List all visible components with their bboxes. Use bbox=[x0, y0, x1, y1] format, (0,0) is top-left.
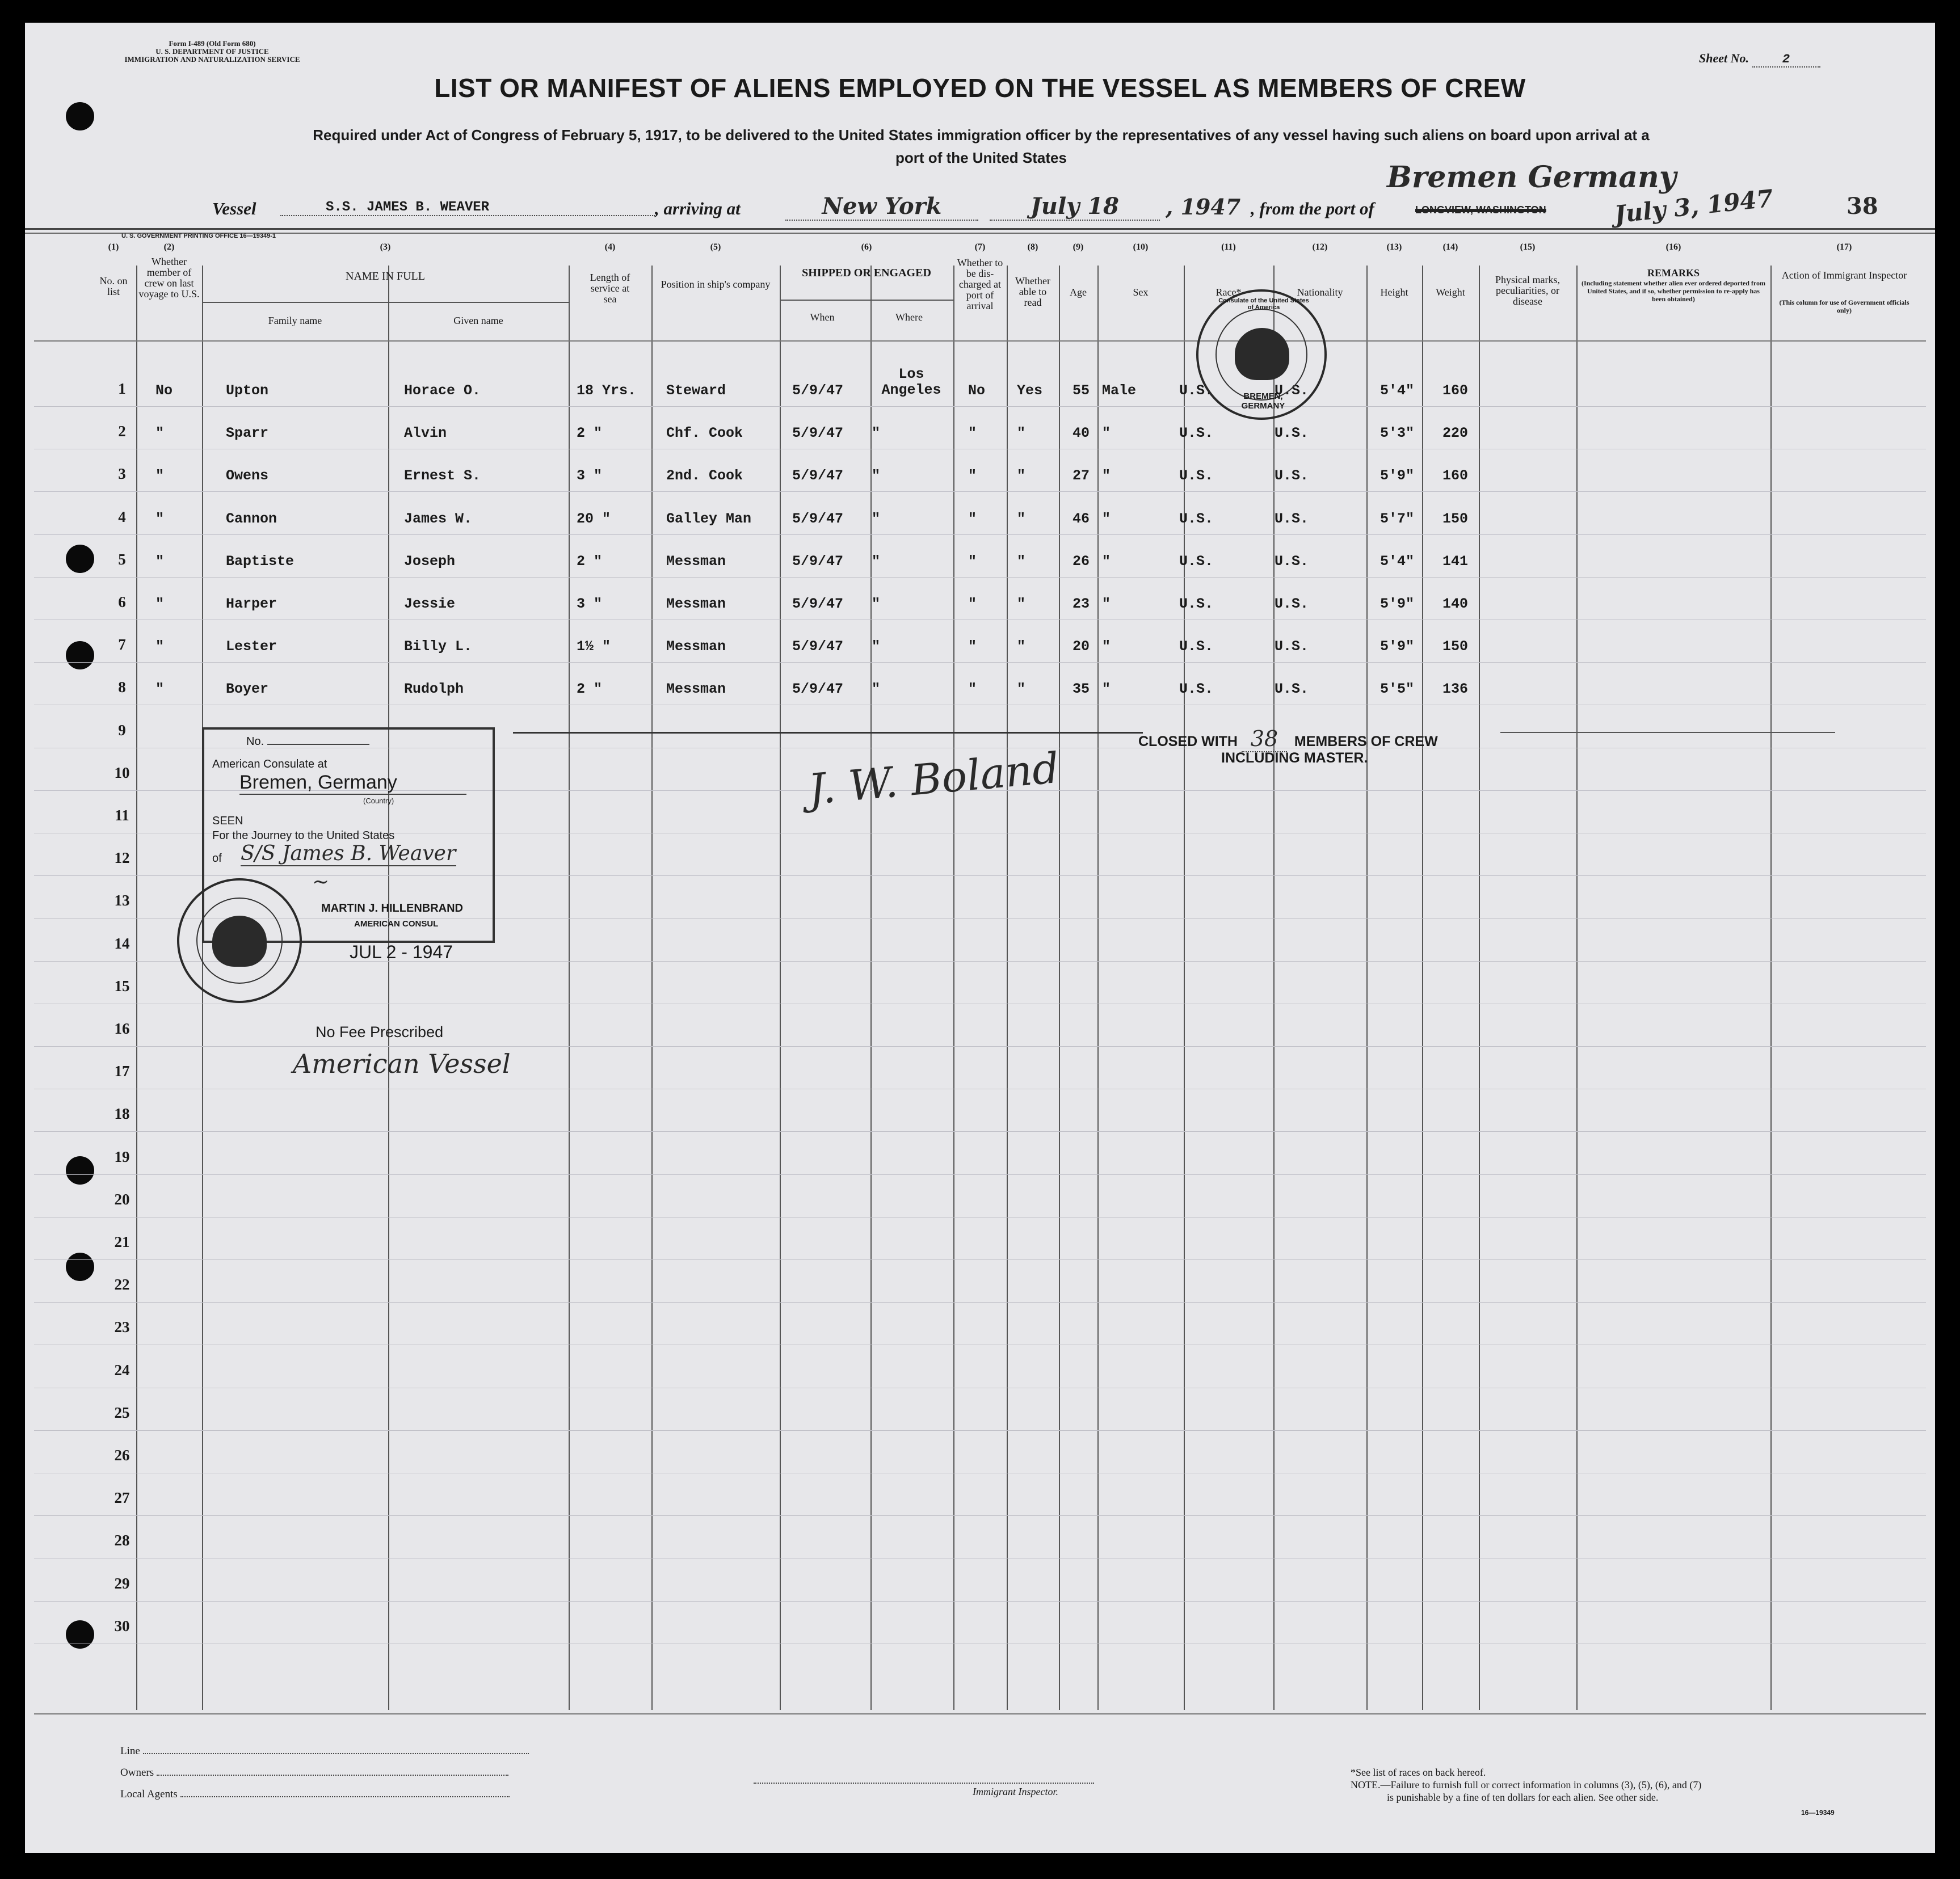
cell-service: 20 " bbox=[577, 510, 611, 527]
row-number: 29 bbox=[114, 1574, 130, 1592]
from-label: , from the port of bbox=[1251, 199, 1374, 218]
stamp-seen: SEEN bbox=[212, 815, 243, 827]
col3-subrule bbox=[202, 302, 569, 303]
cell-given: Rudolph bbox=[404, 681, 464, 698]
cell-weight: 160 bbox=[1442, 467, 1469, 485]
column-divider bbox=[651, 266, 653, 1710]
cell-family: Upton bbox=[226, 382, 269, 399]
cell-family: Baptiste bbox=[226, 553, 295, 570]
cell-last-voyage: " bbox=[155, 553, 165, 570]
punch-hole bbox=[66, 1156, 94, 1185]
cell-weight: 136 bbox=[1442, 681, 1469, 698]
stamp-consul-name: MARTIN J. HILLENBRAND bbox=[321, 902, 463, 915]
col6a-header: When bbox=[810, 311, 835, 323]
cell-age: 40 bbox=[1072, 425, 1090, 442]
cell-when: 5/9/47 bbox=[792, 467, 844, 485]
arrival-date: July 18 bbox=[990, 193, 1160, 221]
header-bottom-rule bbox=[34, 340, 1926, 342]
row-rule bbox=[34, 1515, 1926, 1516]
column-divider bbox=[780, 266, 781, 1710]
inspector-label: Immigrant Inspector. bbox=[973, 1786, 1058, 1797]
fine-note-line1: NOTE.—Failure to furnish full or correct information in columns (3), (5), (6), and (7) bbox=[1351, 1779, 1702, 1790]
cell-race: U.S. bbox=[1179, 638, 1214, 655]
seal-outer-text: Consulate of the United States of America bbox=[1218, 297, 1309, 311]
punch-hole bbox=[66, 1253, 94, 1281]
cell-age: 23 bbox=[1072, 596, 1090, 612]
col16-note: (Including statement whether alien ever ordered deported from United States, and if so, whether permission to re-apply has been obtained) bbox=[1581, 279, 1766, 303]
col17-note: (This column for use of Government officials only) bbox=[1779, 298, 1909, 314]
vessel-line bbox=[212, 160, 1892, 229]
cell-sex: " bbox=[1102, 638, 1111, 655]
cell-read: " bbox=[1017, 596, 1026, 612]
row-number: 17 bbox=[114, 1063, 130, 1080]
races-note: *See list of races on back hereof. bbox=[1351, 1767, 1486, 1778]
column-divider bbox=[1479, 266, 1480, 1710]
col4-number: (4) bbox=[604, 242, 616, 252]
cell-discharged: " bbox=[968, 553, 977, 570]
closing-rule-left bbox=[513, 732, 1143, 734]
arrival-year: , 1947 bbox=[1166, 194, 1241, 220]
col8-number: (8) bbox=[1027, 242, 1038, 252]
col9-header: Age bbox=[1070, 287, 1087, 298]
cell-weight: 150 bbox=[1442, 510, 1469, 527]
col11-number: (11) bbox=[1221, 242, 1236, 252]
cell-service: 2 " bbox=[577, 681, 603, 698]
fine-note-line2: is punishable by a fine of ten dollars for each alien. See other side. bbox=[1387, 1792, 1659, 1803]
cell-family: Cannon bbox=[226, 510, 277, 527]
cell-position: Chf. Cook bbox=[666, 425, 743, 442]
cell-discharged: " bbox=[968, 681, 977, 698]
row-number: 20 bbox=[114, 1190, 130, 1208]
row-rule bbox=[34, 1131, 1926, 1132]
column-divider bbox=[953, 266, 954, 1710]
eagle-icon bbox=[1235, 328, 1289, 380]
row-rule bbox=[34, 491, 1926, 492]
cell-weight: 141 bbox=[1442, 553, 1469, 570]
departure-date: July 3, 1947 bbox=[1613, 184, 1774, 229]
footer-owners-label: Owners bbox=[120, 1767, 154, 1779]
row-number: 8 bbox=[118, 679, 126, 696]
footer-agents-label: Local Agents bbox=[120, 1788, 178, 1800]
col16-number: (16) bbox=[1665, 242, 1681, 252]
col12-number: (12) bbox=[1312, 242, 1328, 252]
cell-given: Horace O. bbox=[404, 382, 481, 399]
row-number: 1 bbox=[118, 380, 126, 397]
cell-discharged: " bbox=[968, 596, 977, 612]
col5-header: Position in ship's company bbox=[661, 279, 771, 290]
cell-given: Jessie bbox=[404, 596, 456, 612]
punch-hole bbox=[66, 102, 94, 130]
cell-when: 5/9/47 bbox=[792, 596, 844, 612]
punch-hole bbox=[66, 545, 94, 573]
cell-when: 5/9/47 bbox=[792, 510, 844, 527]
cell-position: Galley Man bbox=[666, 510, 752, 527]
col8-header: Whether able to read bbox=[1015, 275, 1050, 308]
col6-subrule bbox=[780, 300, 953, 301]
column-divider bbox=[1366, 266, 1368, 1710]
row-rule bbox=[34, 577, 1926, 578]
departure-port: Bremen Germany bbox=[1387, 160, 1677, 195]
stamp-city: Bremen, Germany bbox=[239, 772, 466, 795]
cell-read: " bbox=[1017, 510, 1026, 527]
col1-number: (1) bbox=[108, 242, 119, 252]
cell-age: 26 bbox=[1072, 553, 1090, 570]
cell-discharged: " bbox=[968, 638, 977, 655]
cell-last-voyage: No bbox=[155, 382, 173, 399]
cell-where: " bbox=[872, 510, 881, 527]
row-number: 28 bbox=[114, 1532, 130, 1549]
row-number: 22 bbox=[114, 1276, 130, 1294]
cell-read: " bbox=[1017, 553, 1026, 570]
row-rule bbox=[34, 1046, 1926, 1047]
cell-read: " bbox=[1017, 681, 1026, 698]
department: U. S. DEPARTMENT OF JUSTICE bbox=[155, 47, 269, 56]
col2-header: Whether member of crew on last voyage to U.S. bbox=[138, 256, 200, 300]
cell-race: U.S. bbox=[1179, 553, 1214, 570]
col3a-header: Family name bbox=[268, 315, 322, 326]
row-number: 19 bbox=[114, 1148, 130, 1165]
cell-discharged: " bbox=[968, 510, 977, 527]
fee-note-handwritten: American Vessel bbox=[293, 1048, 511, 1079]
cell-position: Steward bbox=[666, 382, 726, 399]
cell-when: 5/9/47 bbox=[792, 681, 844, 698]
cell-age: 55 bbox=[1072, 382, 1090, 399]
cell-when: 5/9/47 bbox=[792, 553, 844, 570]
row-number: 13 bbox=[114, 892, 130, 909]
cell-last-voyage: " bbox=[155, 596, 165, 612]
fee-note: No Fee Prescribed bbox=[316, 1023, 444, 1040]
cell-read: Yes bbox=[1017, 382, 1043, 399]
cell-given: Ernest S. bbox=[404, 467, 481, 485]
col13-number: (13) bbox=[1386, 242, 1402, 252]
cell-when: 5/9/47 bbox=[792, 425, 844, 442]
row-number: 23 bbox=[114, 1318, 130, 1336]
form-identifier bbox=[93, 40, 331, 64]
port-struck: LONGVIEW, WASHINGTON bbox=[1415, 204, 1546, 216]
row-number: 16 bbox=[114, 1020, 130, 1037]
col6b-header: Where bbox=[895, 311, 923, 323]
col17-header: Action of Immigrant Inspector bbox=[1781, 269, 1907, 281]
footer-line bbox=[120, 1745, 529, 1758]
footer-rule bbox=[34, 1713, 1926, 1714]
cell-last-voyage: " bbox=[155, 425, 165, 442]
row-number: 6 bbox=[118, 593, 126, 610]
sheet-label: Sheet No. bbox=[1699, 51, 1749, 65]
cell-given: Billy L. bbox=[404, 638, 473, 655]
footer-agents bbox=[120, 1788, 510, 1801]
cell-sex: " bbox=[1102, 467, 1111, 485]
vessel-name: S.S. JAMES B. WEAVER bbox=[280, 200, 655, 216]
page-title: LIST OR MANIFEST OF ALIENS EMPLOYED ON THE VESSEL AS MEMBERS OF CREW bbox=[434, 73, 1526, 103]
cell-height: 5'9" bbox=[1380, 596, 1415, 612]
cell-given: Alvin bbox=[404, 425, 447, 442]
cell-sex: " bbox=[1102, 425, 1111, 442]
cell-service: 2 " bbox=[577, 425, 603, 442]
cell-service: 1½ " bbox=[577, 638, 611, 655]
row-rule bbox=[34, 406, 1926, 407]
closing-statement bbox=[1138, 726, 1438, 752]
cell-last-voyage: " bbox=[155, 467, 165, 485]
row-number: 27 bbox=[114, 1489, 130, 1507]
cell-race: U.S. bbox=[1179, 425, 1214, 442]
closing-rule-right bbox=[1500, 732, 1835, 733]
cell-weight: 150 bbox=[1442, 638, 1469, 655]
cell-where: " bbox=[872, 467, 881, 485]
cell-last-voyage: " bbox=[155, 681, 165, 698]
column-divider bbox=[388, 266, 389, 1710]
column-divider bbox=[1059, 266, 1060, 1710]
row-number: 12 bbox=[114, 849, 130, 867]
cell-height: 5'9" bbox=[1380, 467, 1415, 485]
stamp-consulate-at: American Consulate at bbox=[212, 758, 327, 770]
service: IMMIGRATION AND NATURALIZATION SERVICE bbox=[124, 55, 300, 64]
cell-nationality: U.S. bbox=[1275, 553, 1309, 570]
row-number: 18 bbox=[114, 1105, 130, 1123]
subtitle-line1: Required under Act of Congress of February 5, 1917, to be delivered to the United States immigration officer by the representatives of any vessel having such aliens on board upon arrival at a bbox=[313, 127, 1650, 144]
cell-weight: 160 bbox=[1442, 382, 1469, 399]
column-divider bbox=[1770, 266, 1772, 1710]
row-number: 11 bbox=[115, 807, 129, 824]
arriving-label: , arriving at bbox=[655, 199, 741, 218]
row-number: 5 bbox=[118, 550, 126, 568]
row-rule bbox=[34, 534, 1926, 535]
seal-inner-text: BREMEN, GERMANY bbox=[1241, 391, 1285, 411]
cell-family: Harper bbox=[226, 596, 277, 612]
cell-given: Joseph bbox=[404, 553, 456, 570]
row-rule bbox=[34, 961, 1926, 962]
cell-nationality: U.S. bbox=[1275, 467, 1309, 485]
column-divider bbox=[1097, 266, 1099, 1710]
row-number: 14 bbox=[114, 934, 130, 952]
row-number: 26 bbox=[114, 1447, 130, 1464]
cell-height: 5'7" bbox=[1380, 510, 1415, 527]
row-number: 2 bbox=[118, 423, 126, 440]
printing-office: U. S. GOVERNMENT PRINTING OFFICE 16—19349-1 bbox=[121, 233, 276, 239]
form-number: Form I-489 (Old Form 680) bbox=[169, 39, 256, 48]
cell-sex: Male bbox=[1102, 382, 1137, 399]
row-number: 3 bbox=[118, 465, 126, 483]
stamp-consul-title: AMERICAN CONSUL bbox=[354, 919, 439, 929]
including-master: INCLUDING MASTER. bbox=[1221, 750, 1368, 766]
col3-number: (3) bbox=[380, 242, 391, 252]
cell-family: Lester bbox=[226, 638, 277, 655]
cell-race: U.S. bbox=[1179, 681, 1214, 698]
row-number: 4 bbox=[118, 508, 126, 525]
cell-age: 20 bbox=[1072, 638, 1090, 655]
footer-form-code: 16—19349 bbox=[1801, 1809, 1835, 1817]
col9-number: (9) bbox=[1072, 242, 1084, 252]
col10-number: (10) bbox=[1133, 242, 1149, 252]
row-number: 30 bbox=[114, 1617, 130, 1634]
row-number: 24 bbox=[114, 1361, 130, 1379]
col11-header: Race* bbox=[1215, 287, 1242, 298]
cell-age: 27 bbox=[1072, 467, 1090, 485]
cell-nationality: U.S. bbox=[1275, 596, 1309, 612]
row-rule bbox=[34, 1259, 1926, 1260]
row-number: 25 bbox=[114, 1404, 130, 1421]
stamp-no-label: No. bbox=[246, 735, 264, 748]
col16-header: REMARKS bbox=[1647, 267, 1700, 279]
cell-discharged: " bbox=[968, 467, 977, 485]
footer-owners bbox=[120, 1767, 508, 1779]
col4-header: Length of service at sea bbox=[590, 272, 630, 305]
cell-sex: " bbox=[1102, 510, 1111, 527]
vessel-label: Vessel bbox=[212, 199, 256, 218]
col1-header: No. on list bbox=[99, 275, 128, 297]
header-rule bbox=[25, 233, 1935, 234]
col14-number: (14) bbox=[1442, 242, 1458, 252]
cell-height: 5'3" bbox=[1380, 425, 1415, 442]
row-rule bbox=[34, 1302, 1926, 1303]
cell-height: 5'5" bbox=[1380, 681, 1415, 698]
cell-position: Messman bbox=[666, 638, 726, 655]
cell-position: Messman bbox=[666, 596, 726, 612]
cell-discharged: " bbox=[968, 425, 977, 442]
sheet-number bbox=[1699, 51, 1820, 68]
cell-nationality: U.S. bbox=[1275, 638, 1309, 655]
col17-number: (17) bbox=[1836, 242, 1852, 252]
crew-count: 38 bbox=[1242, 726, 1287, 752]
stamp-for-line: For the Journey to the United States bbox=[212, 829, 395, 842]
col3b-header: Given name bbox=[453, 315, 503, 326]
cell-position: Messman bbox=[666, 681, 726, 698]
consular-seal bbox=[1196, 289, 1327, 420]
cell-last-voyage: " bbox=[155, 638, 165, 655]
cell-position: 2nd. Cook bbox=[666, 467, 743, 485]
cell-position: Messman bbox=[666, 553, 726, 570]
row-number: 15 bbox=[114, 977, 130, 995]
col13-header: Height bbox=[1380, 287, 1408, 298]
column-divider bbox=[1007, 266, 1008, 1710]
cell-family: Sparr bbox=[226, 425, 269, 442]
members-label: MEMBERS OF CREW bbox=[1294, 734, 1438, 749]
stamp-consul-signature: ~ bbox=[312, 870, 330, 894]
cell-height: 5'4" bbox=[1380, 382, 1415, 399]
cell-family: Owens bbox=[226, 467, 269, 485]
cell-where: " bbox=[872, 553, 881, 570]
column-divider bbox=[1576, 266, 1578, 1710]
arriving-at: New York bbox=[785, 193, 978, 221]
col7-number: (7) bbox=[974, 242, 986, 252]
cell-last-voyage: " bbox=[155, 510, 165, 527]
cell-given: James W. bbox=[404, 510, 473, 527]
row-rule bbox=[34, 1430, 1926, 1431]
cell-read: " bbox=[1017, 467, 1026, 485]
cell-nationality: U.S. bbox=[1275, 425, 1309, 442]
cell-race: U.S. bbox=[1179, 596, 1214, 612]
cell-height: 5'4" bbox=[1380, 553, 1415, 570]
cell-weight: 220 bbox=[1442, 425, 1469, 442]
cell-family: Boyer bbox=[226, 681, 269, 698]
column-divider bbox=[569, 266, 570, 1710]
cell-where: " bbox=[872, 596, 881, 612]
cell-read: " bbox=[1017, 638, 1026, 655]
col15-header: Physical marks, peculiarities, or disease bbox=[1495, 274, 1560, 307]
col2-number: (2) bbox=[163, 242, 175, 252]
cell-service: 3 " bbox=[577, 467, 603, 485]
col3-header: NAME IN FULL bbox=[346, 270, 425, 283]
cell-height: 5'9" bbox=[1380, 638, 1415, 655]
cell-nationality: U.S. bbox=[1275, 681, 1309, 698]
punch-hole bbox=[66, 641, 94, 669]
col6-number: (6) bbox=[861, 242, 872, 252]
cell-age: 46 bbox=[1072, 510, 1090, 527]
row-number: 9 bbox=[118, 721, 126, 739]
cell-when: 5/9/47 bbox=[792, 382, 844, 399]
stamp-no bbox=[246, 735, 369, 748]
cell-race: U.S. bbox=[1179, 382, 1214, 399]
col5-number: (5) bbox=[710, 242, 721, 252]
stamp-date: JUL 2 - 1947 bbox=[350, 942, 453, 962]
col7-header: Whether to be dis-charged at port of arrival bbox=[957, 257, 1003, 311]
cell-weight: 140 bbox=[1442, 596, 1469, 612]
cell-sex: " bbox=[1102, 681, 1111, 698]
cell-race: U.S. bbox=[1179, 510, 1214, 527]
col12-header: Nationality bbox=[1297, 287, 1343, 298]
cell-discharged: No bbox=[968, 382, 986, 399]
row-number: 21 bbox=[114, 1233, 130, 1250]
row-number: 10 bbox=[114, 764, 130, 781]
sheet-value: 2 bbox=[1752, 52, 1820, 68]
eagle-icon bbox=[212, 916, 267, 967]
header-rule bbox=[25, 228, 1935, 230]
cell-age: 35 bbox=[1072, 681, 1090, 698]
cell-sex: " bbox=[1102, 596, 1111, 612]
col10-header: Sex bbox=[1133, 287, 1149, 298]
stamp-country-label: (Country) bbox=[363, 797, 394, 805]
row-rule bbox=[34, 662, 1926, 663]
col6-header: SHIPPED OR ENGAGED bbox=[802, 267, 931, 279]
margin-note: 38 bbox=[1847, 193, 1878, 220]
row-rule bbox=[34, 1601, 1926, 1602]
stamp-of-label: of bbox=[212, 852, 222, 865]
row-number: 7 bbox=[118, 636, 126, 654]
cell-nationality: U.S. bbox=[1275, 382, 1309, 399]
cell-where: " bbox=[872, 425, 881, 442]
cell-read: " bbox=[1017, 425, 1026, 442]
cell-service: 3 " bbox=[577, 596, 603, 612]
consular-seal bbox=[177, 878, 302, 1003]
cell-nationality: U.S. bbox=[1275, 510, 1309, 527]
cell-service: 2 " bbox=[577, 553, 603, 570]
punch-hole bbox=[66, 1620, 94, 1649]
cell-where: " bbox=[872, 638, 881, 655]
cell-where: Los Angeles bbox=[881, 366, 941, 398]
footer-line-label: Line bbox=[120, 1745, 140, 1757]
cell-service: 18 Yrs. bbox=[577, 382, 637, 399]
manifest-sheet bbox=[25, 23, 1935, 1853]
row-rule bbox=[34, 1174, 1926, 1175]
cell-race: U.S. bbox=[1179, 467, 1214, 485]
master-signature: J. W. Boland bbox=[806, 743, 1061, 815]
cell-when: 5/9/47 bbox=[792, 638, 844, 655]
subtitle-line2: port of the United States bbox=[895, 149, 1067, 166]
stamp-vessel: S/S James B. Weaver bbox=[241, 842, 456, 865]
inspector-signature-line bbox=[754, 1783, 1094, 1784]
cell-sex: " bbox=[1102, 553, 1111, 570]
cell-where: " bbox=[872, 681, 881, 698]
col14-header: Weight bbox=[1436, 287, 1465, 298]
closed-with-label: CLOSED WITH bbox=[1138, 734, 1238, 749]
col15-number: (15) bbox=[1520, 242, 1536, 252]
